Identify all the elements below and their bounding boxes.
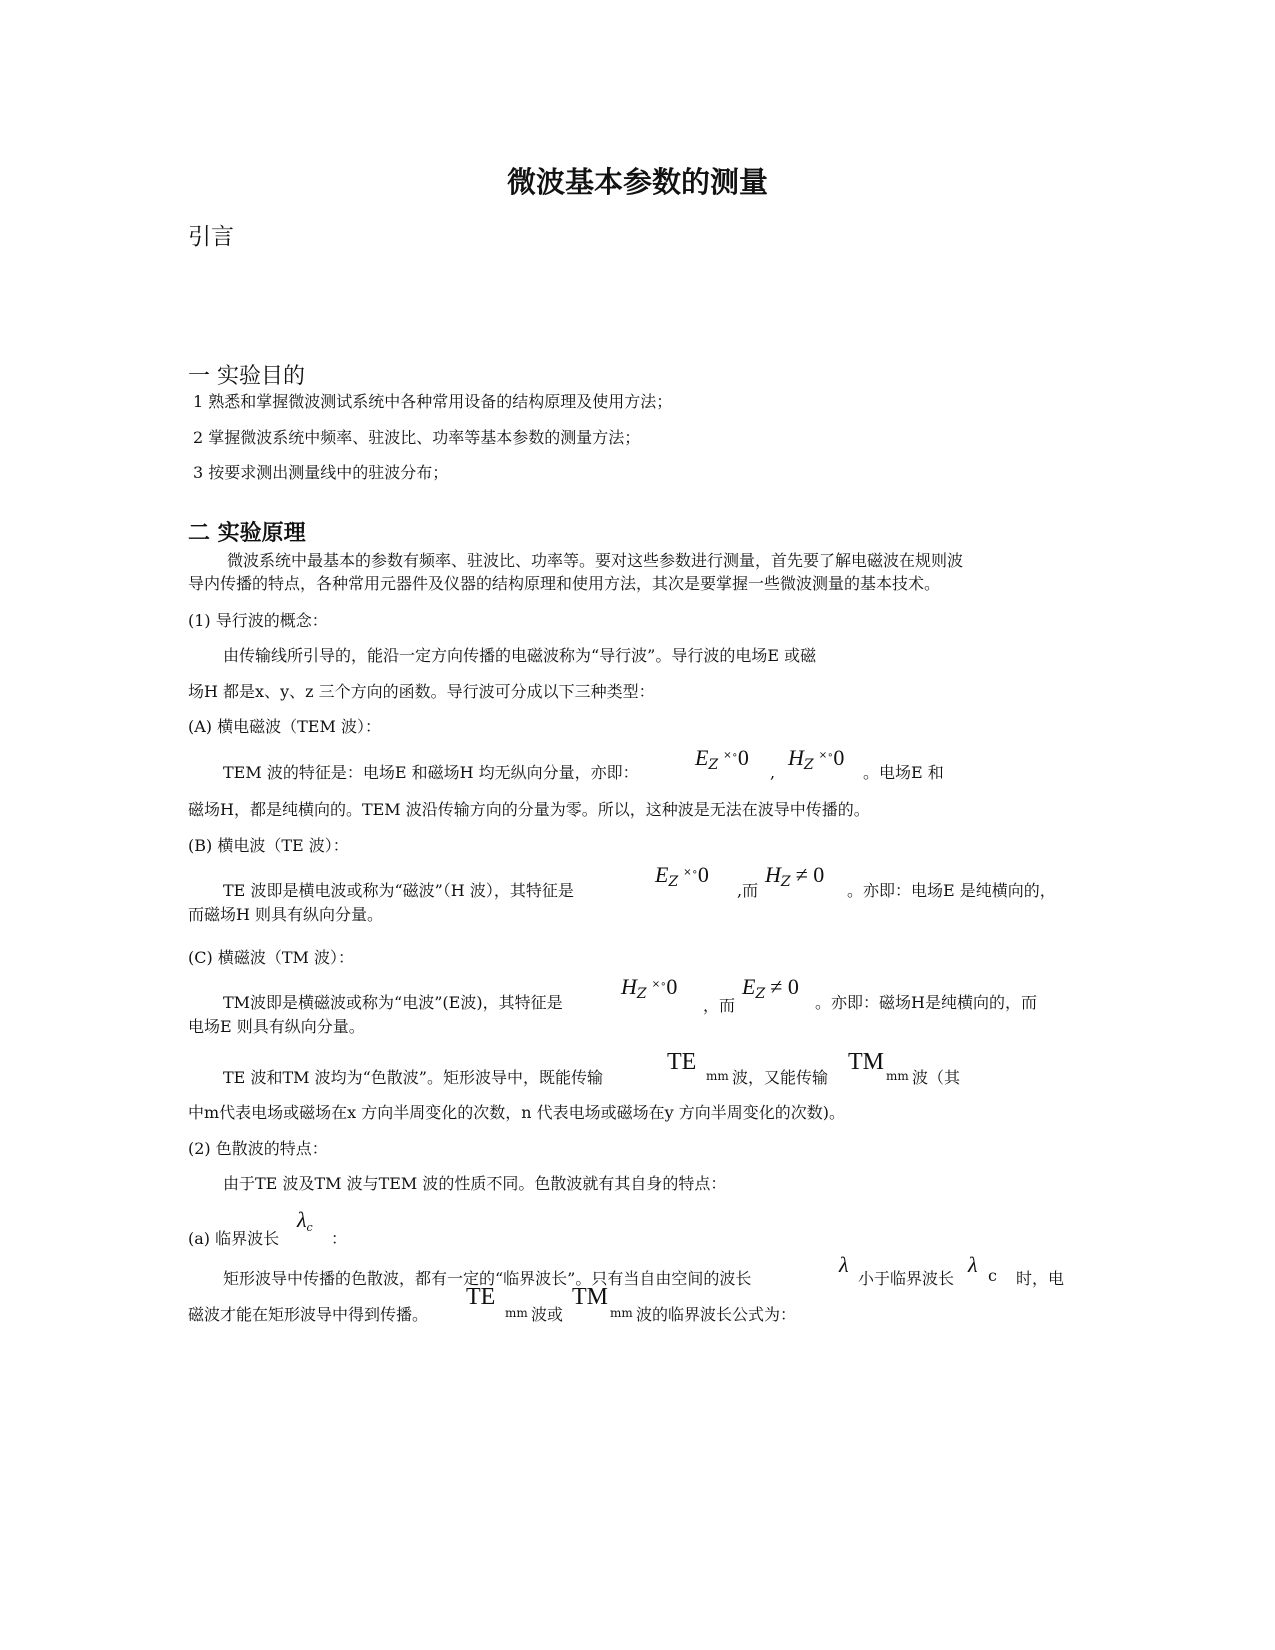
mode-index: mm [505,1306,528,1320]
paragraph-line: 微波系统中最基本的参数有频率、驻波比、功率等。要对这些参数进行测量，首先要了解电磁波在规则波 [227,551,964,570]
te-mode-symbol: TE [466,1284,496,1310]
subsection-label: (2) 色散波的特点： [188,1139,328,1158]
paragraph-line: 。电场E 和 [863,763,944,782]
tm-mode-symbol: TM [848,1049,884,1075]
formula-hz-zero: HZ ×∘0 [621,974,678,1002]
formula-ez-neq: EZ ≠ 0 [742,974,799,1002]
paragraph-text: ,而 [737,881,759,900]
paragraph-line: 由传输线所引导的，能沿一定方向传播的电磁波称为“导行波”。导行波的电场E 或磁 [223,646,817,665]
subsection-label: (1) 导行波的概念： [188,611,328,630]
subsection-label: (A) 横电磁波（TEM 波）： [188,717,381,736]
formula-ez-zero: EZ ×∘0 [695,745,749,773]
paragraph-line: TE 波即是横电波或称为“磁波”（H 波），其特征是 [223,881,574,900]
formula-hz-zero: HZ ×∘0 [788,745,845,773]
page-title: 微波基本参数的测量 [506,165,768,199]
paragraph-line: 矩形波导中传播的色散波，都有一定的“临界波长”。只有当自由空间的波长 [223,1269,752,1288]
paragraph-text: 时，电 [1016,1269,1065,1288]
mode-index: mm [886,1069,909,1083]
comma: , [770,763,776,782]
subscript-c: c [988,1266,997,1285]
subsection-label: (C) 横磁波（TM 波）： [188,948,354,967]
tm-mode-symbol: TM [572,1284,608,1310]
paragraph-text: 小于临界波长 [858,1269,955,1288]
lambda-symbol: λ [839,1252,849,1277]
subsection-label: (B) 横电波（TE 波）： [188,836,349,855]
lambda-c-symbol: $\lambda_c$ [297,1207,313,1234]
paragraph-line: 磁波才能在矩形波导中得到传播。 [188,1305,429,1324]
te-mode-symbol: TE [667,1049,697,1075]
paragraph-line: TM波即是横磁波或称为“电波”(E波)，其特征是 [223,993,563,1012]
paragraph-line: 而磁场H 则具有纵向分量。 [188,905,384,924]
paragraph-line: 导内传播的特点，各种常用元器件及仪器的结构原理和使用方法，其次是要掌握一些微波测量的基本技术。 [188,574,941,593]
list-item: 1 熟悉和掌握微波测试系统中各种常用设备的结构原理及使用方法； [193,392,673,411]
paragraph-text: 波或 [531,1305,564,1324]
section2-heading: 二 实验原理 [188,521,306,546]
list-item: 3 按要求测出测量线中的驻波分布； [193,463,449,482]
lambda-symbol: λ [968,1252,978,1277]
paragraph-line: 。亦即：磁场H是纯横向的，而 [815,993,1037,1012]
paragraph-line: 由于TE 波及TM 波与TEM 波的性质不同。色散波就有其自身的特点： [223,1174,727,1193]
list-item: 2 掌握微波系统中频率、驻波比、功率等基本参数的测量方法； [193,428,641,447]
paragraph-text: ，而 [703,996,736,1015]
paragraph-line: 中m代表电场或磁场在x 方向半周变化的次数，n 代表电场或磁场在y 方向半周变化的次数)。 [188,1103,846,1122]
subsection-label: (a) 临界波长 [188,1229,280,1248]
mode-index: mm [610,1306,633,1320]
mode-index: mm [706,1069,729,1083]
paragraph-line: 场H 都是x、y、z 三个方向的函数。导行波可分成以下三种类型： [188,682,655,701]
paragraph-line: 磁场H，都是纯横向的。TEM 波沿传输方向的分量为零。所以，这种波是无法在波导中传播的。 [188,800,870,819]
formula-hz-neq: HZ ≠ 0 [765,862,825,890]
intro-heading: 引言 [188,224,234,250]
formula-ez-zero: EZ ×∘0 [655,862,709,890]
paragraph-text: 波的临界波长公式为： [636,1305,797,1324]
paragraph-line: 。亦即：电场E 是纯横向的， [847,881,1056,900]
paragraph-text: 波（其 [912,1068,961,1087]
paragraph-line: 电场E 则具有纵向分量。 [188,1017,365,1036]
paragraph-text: 波，又能传输 [732,1068,829,1087]
paragraph-line: TEM 波的特征是：电场E 和磁场H 均无纵向分量，亦即： [223,763,639,782]
paragraph-line: TE 波和TM 波均为“色散波”。矩形波导中，既能传输 [223,1068,603,1087]
colon: ： [331,1229,348,1248]
section1-heading: 一 实验目的 [188,364,305,389]
